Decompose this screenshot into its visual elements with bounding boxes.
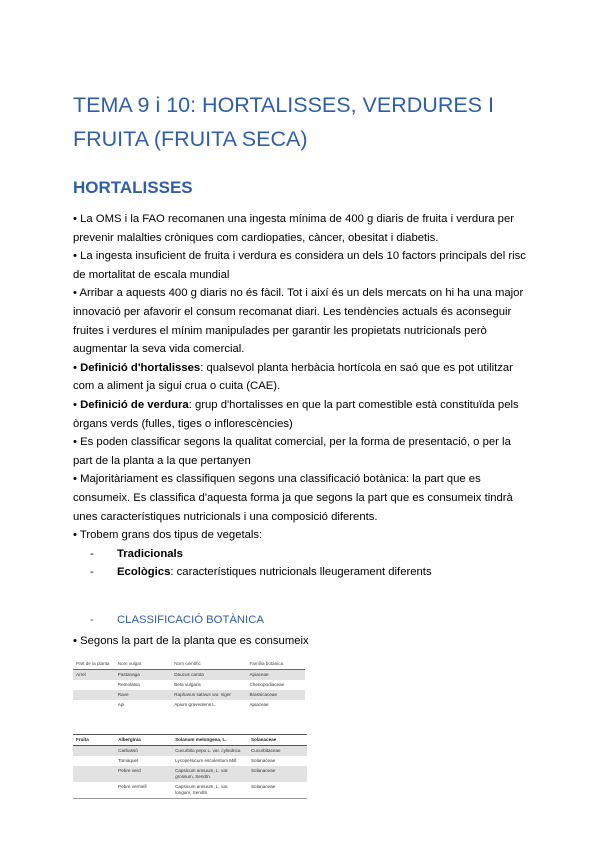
definition-term: Definició d'hortalisses bbox=[80, 361, 201, 374]
table-header-cell: Nom científic bbox=[171, 659, 246, 670]
table-cell: Carbassó bbox=[115, 746, 172, 757]
paragraph: • Es poden classificar segons la qualitat comercial, per la forma de presentació, o per la part de la planta a la que pertanyen bbox=[73, 436, 511, 467]
vegetable-types-list bbox=[73, 545, 533, 582]
list-item bbox=[73, 545, 533, 564]
list-item bbox=[73, 563, 533, 582]
table-cell: Tomàquet bbox=[118, 758, 139, 763]
table-cell: Raphanus sativus var. niger bbox=[171, 690, 246, 700]
table-cell: Cucurbitaceae bbox=[248, 746, 307, 757]
table-row bbox=[73, 766, 307, 782]
table-cell: Cucurbita pepo L. var. cylindrica bbox=[172, 746, 248, 757]
table-row bbox=[73, 756, 307, 766]
dash-marker: - bbox=[90, 566, 94, 579]
body-text bbox=[73, 210, 533, 582]
table-header-row bbox=[73, 659, 305, 670]
definition-text: : qualsevol planta herbàcia hortícola en saó que es pot utilitzar com a aliment ja sigui crua o cuita (CAE). bbox=[73, 361, 513, 393]
definition-verdura bbox=[73, 396, 533, 433]
paragraph: • La ingesta insuficient de fruita i verdura es considera un dels 10 factors principals del risc de mortalitat de escala mundial bbox=[73, 250, 526, 281]
table-cell bbox=[73, 756, 115, 766]
definition-text: : grup d'hortalisses en que la part comestible està constituïda pels òrgans verds (fulles, tiges o inflorescències) bbox=[73, 398, 519, 430]
table-cell: Brassicaceae bbox=[246, 690, 305, 700]
table-cell bbox=[73, 680, 115, 690]
page-title: TEMA 9 i 10: HORTALISSES, VERDURES I FRUITA (FRUITA SECA) bbox=[73, 93, 494, 151]
classification-table-root bbox=[73, 659, 305, 710]
table-header-cell: Nom vulgar bbox=[115, 659, 171, 670]
table-cell bbox=[73, 746, 115, 757]
bullet: • bbox=[73, 361, 81, 374]
table-header-cell: Solanaceae bbox=[248, 735, 307, 746]
table-cell: Rave bbox=[115, 690, 171, 700]
table-header-cell: Família botànica bbox=[246, 659, 305, 670]
classification-section bbox=[73, 611, 533, 650]
table-header-cell: Solanum melongena, L. bbox=[172, 735, 248, 746]
table-cell bbox=[73, 766, 115, 782]
table-cell: Lycopersicum esculentum Mill. bbox=[175, 758, 238, 763]
list-item-text: : característiques nutricionals lleugerament diferents bbox=[170, 566, 432, 579]
table-cell: Chenopodiaceae bbox=[249, 682, 285, 687]
table-cell: Solanaceae bbox=[248, 766, 307, 782]
table-cell: Arrel bbox=[73, 670, 115, 681]
table-row bbox=[73, 680, 305, 690]
table-cell: Capsicum annuum, L. var. longum, Sendtn. bbox=[172, 782, 248, 799]
table-cell: Apiaceae bbox=[249, 702, 269, 707]
table-cell: Api bbox=[117, 702, 125, 707]
classification-title: CLASSIFICACIÓ BOTÀNICA bbox=[117, 614, 264, 626]
classification-note: • Segons la part de la planta que es consumeix bbox=[73, 634, 309, 647]
table-header-row bbox=[73, 735, 307, 746]
table-cell: Pebre vermell bbox=[115, 782, 172, 799]
table-cell bbox=[73, 782, 115, 799]
table-cell: Beta vulgaris bbox=[174, 682, 201, 687]
bullet: • bbox=[73, 398, 81, 411]
table-cell: Solanaceae bbox=[250, 758, 276, 763]
dash-marker: - bbox=[90, 547, 94, 560]
table-cell: Pebre verd bbox=[115, 766, 172, 782]
table-cell: Daucus carota bbox=[171, 670, 246, 681]
classification-table-fruit bbox=[73, 734, 307, 799]
table-row bbox=[73, 700, 305, 710]
table-header-cell: Part de la planta bbox=[73, 659, 115, 670]
table-header-cell: Fruita bbox=[73, 735, 115, 746]
table-cell: Remolatxa bbox=[117, 682, 140, 687]
dash-marker: - bbox=[90, 614, 94, 626]
paragraph: • Arribar a aquests 400 g diaris no és fàcil. Tot i així és un dels mercats on hi ha una major innovació per afavorir el consum recomanat diari. Les tendències actuals és aconseguir fruites i verdures el mínim manipulades per garantir les propietats nutricionals però augmentar la seva vida comercial. bbox=[73, 287, 524, 356]
definition-hortalisses bbox=[73, 359, 533, 396]
table-row bbox=[73, 690, 305, 700]
classification-heading bbox=[73, 611, 533, 630]
table-cell bbox=[73, 700, 115, 710]
paragraph: • Majoritàriament es classifiquen segons una classificació botànica: la part que es consumeix. Es classifica d'aquesta forma ja que segons la part que es consumeix tindrà unes característiques nutricionals i una composició diferents. bbox=[73, 473, 513, 523]
list-item-term: Tradicionals bbox=[117, 547, 183, 560]
table-cell: Solanaceae bbox=[248, 782, 307, 799]
table-header-cell: Albergínia bbox=[115, 735, 172, 746]
table-row bbox=[73, 670, 305, 681]
table-cell: Capsicum annuum, L. var. grossum, Sendtn. bbox=[172, 766, 248, 782]
table-row bbox=[73, 746, 307, 757]
definition-term: Definició de verdura bbox=[80, 398, 189, 411]
table-row bbox=[73, 782, 307, 799]
paragraph: • Trobem grans dos tipus de vegetals: bbox=[73, 529, 263, 542]
list-item-term: Ecològics bbox=[117, 566, 171, 579]
table-cell bbox=[73, 690, 115, 700]
section-heading: HORTALISSES bbox=[73, 178, 193, 197]
paragraph: • La OMS i la FAO recomanen una ingesta mínima de 400 g diaris de fruita i verdura per prevenir malalties cròniques com cardiopaties, càncer, obesitat i diabetis. bbox=[73, 213, 514, 244]
table-cell: Apiaceae bbox=[246, 670, 305, 681]
table-cell: Pastanaga bbox=[115, 670, 171, 681]
table-cell: Apium graveolens L. bbox=[174, 702, 217, 707]
